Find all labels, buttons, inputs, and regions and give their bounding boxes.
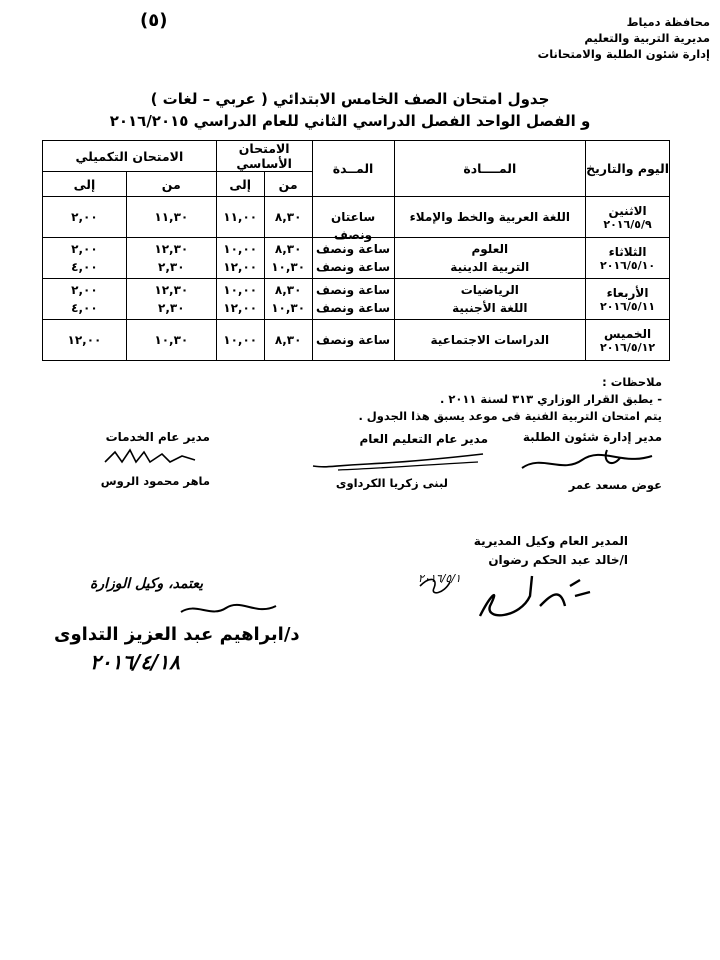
supp-from-cell [126, 279, 216, 320]
duration-cell [312, 320, 394, 361]
signature-name: عوض مسعد عمر [568, 478, 662, 492]
header-governorate: محافظة دمياط [626, 15, 710, 29]
day-date-cell [586, 320, 670, 361]
time-value: ٨,٣٠ [274, 283, 302, 297]
time-value: ١٢,٣٠ [154, 242, 189, 256]
directorate-handwritten-date: ٢٠١٦/٥/١ [418, 572, 461, 585]
basic-to-cell [216, 197, 264, 238]
notes-heading: ملاحظات : [602, 375, 662, 389]
handwritten-signature-icon [308, 446, 488, 472]
handwritten-signature-icon [512, 446, 662, 476]
header-basic-from: من [264, 172, 312, 197]
time-value: ١٢,٠٠ [223, 301, 258, 315]
time-value: ١٠,٠٠ [223, 333, 258, 347]
header-basic-exam: الامتحان الأساسي [216, 141, 312, 172]
time-value: ١١,٣٠ [154, 210, 189, 224]
signature-students-affairs [502, 430, 662, 492]
directorate-title: المدير العام وكيل المديرية [473, 534, 628, 548]
basic-to-cell [216, 320, 264, 361]
header-subject: المــــادة [394, 141, 586, 197]
signature-general-education [308, 432, 488, 490]
duration-value: ساعة ونصف [316, 301, 391, 315]
time-value: ١٢,٠٠ [67, 333, 102, 347]
day-name: الاثنين [608, 203, 647, 218]
time-value: ١٢,٣٠ [154, 283, 189, 297]
duration-value: ساعتان ونصف [330, 210, 376, 242]
subject-cell [394, 279, 586, 320]
time-value: ١٢,٠٠ [223, 260, 258, 274]
note-item: - يطبق القرار الوزاري ٣١٣ لسنة ٢٠١١ . [439, 392, 662, 406]
supp-to-cell [43, 320, 127, 361]
header-basic-to: إلى [216, 172, 264, 197]
duration-value: ساعة ونصف [316, 333, 391, 347]
exam-date: ٢٠١٦/٥/١٢ [600, 340, 656, 354]
basic-from-cell [264, 279, 312, 320]
handwritten-signature-icon [176, 598, 286, 624]
basic-from-cell [264, 238, 312, 279]
day-date-cell [586, 238, 670, 279]
document-subtitle: و الفصل الواحد الفصل الدراسي الثاني للعام الدراسي ٢٠١٦/٢٠١٥ [109, 112, 591, 130]
directorate-signature [474, 532, 628, 570]
supp-to-cell [43, 238, 127, 279]
subject-name: الدراسات الاجتماعية [430, 333, 550, 347]
subject-name: اللغة العربية والخط والإملاء [409, 210, 570, 224]
time-value: ٢,٣٠ [158, 260, 185, 274]
subject-cell [394, 238, 586, 279]
basic-to-cell [216, 238, 264, 279]
time-value: ٨,٣٠ [274, 242, 302, 256]
table-row [43, 279, 670, 320]
header-supplementary-exam: الامتحان التكميلي [43, 141, 217, 172]
page-number: (٥) [140, 10, 168, 31]
header-day-date: اليوم والتاريخ [586, 141, 670, 197]
basic-from-cell [264, 197, 312, 238]
exam-date: ٢٠١٦/٥/١٠ [600, 258, 656, 272]
time-value: ٢,٣٠ [158, 301, 185, 315]
header-supp-from: من [126, 172, 216, 197]
header-duration: المــدة [312, 141, 394, 197]
basic-to-cell [216, 279, 264, 320]
subject-name: الرياضيات [460, 283, 519, 297]
subject-name: العلوم [471, 242, 509, 256]
time-value: ٨,٣٠ [274, 210, 302, 224]
exam-date: ٢٠١٦/٥/١١ [600, 299, 656, 313]
time-value: ٢,٠٠ [71, 242, 98, 256]
supp-from-cell [126, 238, 216, 279]
subject-cell [394, 197, 586, 238]
exam-date: ٢٠١٦/٥/٩ [603, 217, 652, 231]
time-value: ٤,٠٠ [71, 301, 98, 315]
header-department: إدارة شئون الطلبة والامتحانات [537, 47, 710, 61]
handwritten-signature-icon [100, 444, 210, 470]
time-value: ١٠,٠٠ [223, 283, 258, 297]
time-value: ٢,٠٠ [71, 283, 98, 297]
supp-to-cell [43, 279, 127, 320]
supp-from-cell [126, 320, 216, 361]
directorate-name: ا/خالد عبد الحكم رضوان [488, 553, 628, 567]
duration-value: ساعة ونصف [316, 260, 391, 274]
table-row [43, 320, 670, 361]
approval-text: يعتمد، وكيل الوزارة [90, 576, 203, 592]
duration-value: ساعة ونصف [316, 283, 391, 297]
time-value: ١٠,٣٠ [271, 301, 306, 315]
header-directorate: مديرية التربية والتعليم [584, 31, 710, 45]
duration-cell [312, 197, 394, 242]
day-date-cell [586, 197, 670, 238]
table-row [43, 238, 670, 279]
approval-handwritten-date: ٢٠١٦/٤/١٨ [90, 650, 180, 674]
signature-title: مدير عام الخدمات [105, 430, 210, 444]
supp-from-cell [126, 197, 216, 238]
signature-title: مدير عام التعليم العام [359, 432, 488, 446]
header-supp-to: إلى [43, 172, 127, 197]
exam-schedule-table [42, 140, 670, 361]
signature-name: ماهر محمود الروس [100, 474, 210, 488]
time-value: ١١,٠٠ [223, 210, 258, 224]
document-title: جدول امتحان الصف الخامس الابتدائي ( عربي – لغات ) [150, 90, 550, 108]
signature-title: مدير إدارة شئون الطلبة [522, 430, 662, 444]
duration-cell [312, 238, 394, 279]
time-value: ١٠,٣٠ [271, 260, 306, 274]
time-value: ٨,٣٠ [274, 333, 302, 347]
duration-cell [312, 279, 394, 320]
document-header [538, 14, 710, 62]
time-value: ٤,٠٠ [71, 260, 98, 274]
time-value: ٢,٠٠ [71, 210, 98, 224]
basic-from-cell [264, 320, 312, 361]
day-date-cell [586, 279, 670, 320]
notes-section [358, 374, 662, 425]
table-row [43, 197, 670, 238]
supp-to-cell [43, 197, 127, 238]
day-name: الأربعاء [606, 285, 649, 300]
day-name: الخميس [603, 326, 652, 341]
subject-name: التربية الدينية [450, 260, 530, 274]
subject-name: اللغة الأجنبية [452, 301, 528, 315]
approval-name: د/ابراهيم عبد العزيز التداوى [54, 624, 300, 645]
duration-value: ساعة ونصف [316, 242, 391, 256]
subject-cell [394, 320, 586, 361]
time-value: ١٠,٠٠ [223, 242, 258, 256]
time-value: ١٠,٣٠ [154, 333, 189, 347]
day-name: الثلاثاء [608, 244, 647, 259]
note-item: يتم امتحان التربية الفنية فى موعد يسبق هذا الجدول . [358, 409, 662, 423]
signature-name: لبنى زكريا الكرداوى [335, 476, 448, 490]
signature-services [70, 430, 210, 488]
